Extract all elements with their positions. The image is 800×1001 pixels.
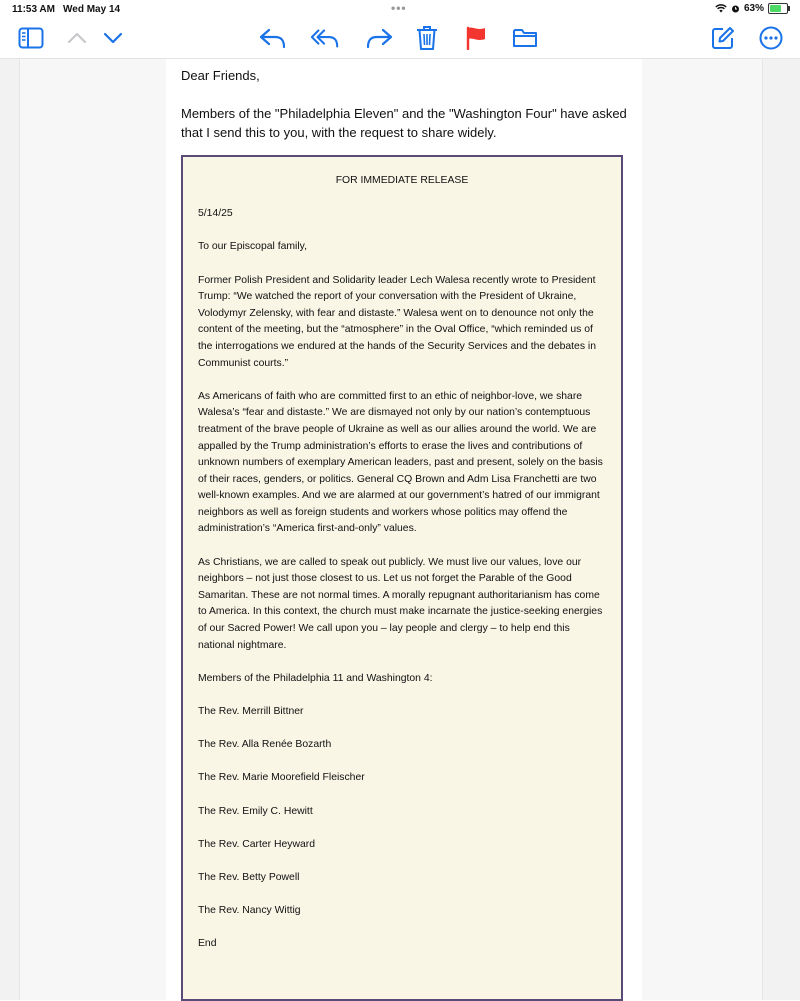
next-message-button[interactable] <box>98 23 128 53</box>
chevron-up-icon <box>67 32 87 44</box>
previous-message-button[interactable] <box>62 23 92 53</box>
flag-button[interactable] <box>461 23 491 53</box>
trash-button[interactable] <box>412 23 442 53</box>
alarm-icon <box>731 4 740 13</box>
signatory: The Rev. Betty Powell <box>198 871 300 883</box>
forward-icon <box>365 27 393 49</box>
compose-icon <box>711 26 735 50</box>
signatories-intro: Members of the Philadelphia 11 and Washington 4: <box>198 672 433 684</box>
signatory: The Rev. Marie Moorefield Fleischer <box>198 772 365 784</box>
release-heading: FOR IMMEDIATE RELEASE <box>335 175 469 186</box>
wifi-icon <box>715 4 727 13</box>
reply-all-icon <box>310 27 340 49</box>
reply-icon <box>259 27 287 49</box>
release-paragraph: Former Polish President and Solidarity leader Lech Walesa recently wrote to President Trump: “We watched the report of your conversation with the President of Ukraine, Volodymyr Zelensky, with fear and distaste.” Walesa went on to denounce not only the content of the meeting, but the “atmosphere” in the Oval Office, “which reminded us of the interrogations we endured at the hands of the Security Services and the debates in Communist courts.” <box>198 274 596 369</box>
release-salutation: To our Episcopal family, <box>198 241 307 253</box>
signatory: The Rev. Carter Heyward <box>198 838 316 850</box>
status-date: Wed May 14 <box>63 4 121 15</box>
more-actions-button[interactable] <box>756 23 786 53</box>
move-to-folder-button[interactable] <box>510 23 540 53</box>
battery-percent: 63% <box>743 3 764 14</box>
folder-icon <box>512 27 538 49</box>
release-date: 5/14/25 <box>198 208 233 220</box>
release-paragraph: As Americans of faith who are committed first to an ethic of neighbor-love, we share Walesa’s “fear and distaste.” We are dismayed not only by our nation’s contemptuous treatment of the brave people of Ukraine as well as our allies around the world. We are appalled by the Trump administration’s efforts to erase the lives and contributions of unknown numbers of exemplary American leaders, past and present, solely on the basis of their races, genders, or politics. General CQ Brown and Adm Lisa Franchetti are two well-known examples. And we are alarmed at our government’s hatred of our immigrant neighbors as well as foreign students and workers whose politics may offend the administration’s “America first-and-only” values. <box>198 390 603 535</box>
signatory: The Rev. Alla Renée Bozarth <box>198 739 332 751</box>
flag-icon <box>465 26 487 50</box>
release-paragraph: As Christians, we are called to speak out publicly. We must live our values, love our neighbors – not just those closest to us. Let us not forget the Parable of the Good Samaritan. These are not normal times. A morally repugnant authoritarianism has come to America. In this context, the church must make incarnate the justice-seeking energies of our Sacred Power! We call upon you – lay people and clergy – to help end this national nightmare. <box>198 556 603 651</box>
status-time: 11:53 AM <box>12 4 55 15</box>
email-greeting: Dear Friends, <box>181 68 260 83</box>
trash-icon <box>416 25 438 51</box>
more-icon <box>759 26 783 50</box>
mail-toolbar <box>0 18 800 59</box>
compose-button[interactable] <box>708 23 738 53</box>
release-closing: End <box>198 938 217 950</box>
sidebar-toggle-button[interactable] <box>16 23 46 53</box>
chevron-down-icon <box>103 32 123 44</box>
sidebar-icon <box>18 27 44 49</box>
multitasking-dots-icon[interactable]: ••• <box>391 1 407 15</box>
press-release-box <box>181 155 623 1001</box>
signatory: The Rev. Nancy Wittig <box>198 905 301 917</box>
status-right <box>715 3 788 14</box>
battery-icon <box>768 3 788 14</box>
status-bar <box>0 0 800 18</box>
signatory: The Rev. Merrill Bittner <box>198 706 304 717</box>
signatory: The Rev. Emily C. Hewitt <box>198 805 313 817</box>
reply-all-button[interactable] <box>310 23 340 53</box>
forward-button[interactable] <box>364 23 394 53</box>
email-intro: Members of the "Philadelphia Eleven" and the "Washington Four" have asked that I send this to you, with the request to share widely. <box>181 106 627 140</box>
reply-button[interactable] <box>258 23 288 53</box>
